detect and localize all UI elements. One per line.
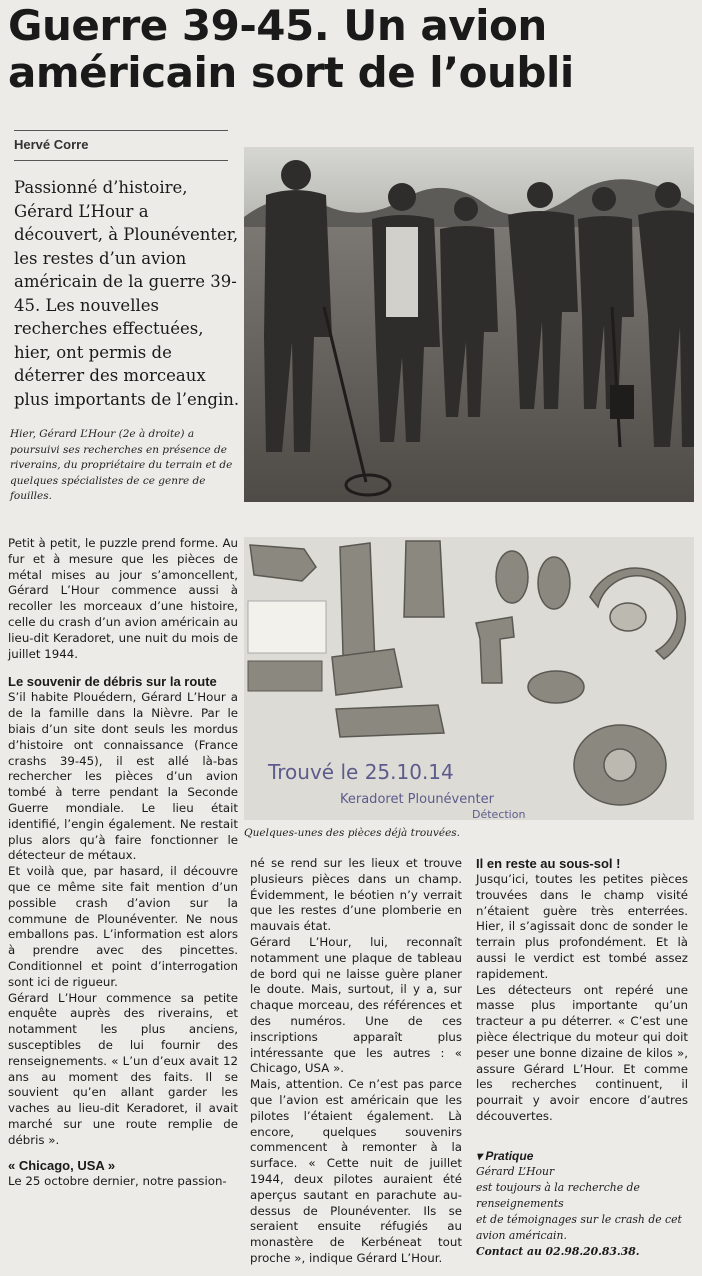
pratique-contact: Contact au 02.98.20.83.38. <box>476 1245 640 1258</box>
headline-line-2: américain sort de l’oubli <box>8 48 574 97</box>
parts-photo-image <box>244 537 694 820</box>
col1-subhead-2: « Chicago, USA » <box>8 1158 116 1174</box>
pratique-box <box>476 1148 688 1260</box>
group-photo <box>244 147 694 502</box>
handwritten-detection: Détection <box>472 808 526 820</box>
parts-photo <box>244 537 694 820</box>
pratique-line-1: Gérard L’Hour <box>476 1165 555 1178</box>
parts-photo-caption: Quelques-unes des pièces déjà trouvées. <box>244 827 461 839</box>
article-intro: Passionné d’histoire, Gérard L’Hour a découvert, à Plounéventer, les restes d’un avion américain de la guerre 39-45. Les nouvelles recherches effectuées, hier, ont permis de déterrer des morceaux plus importants de l’engin. <box>14 178 240 409</box>
handwritten-place: Keradoret Plounéventer <box>340 792 494 807</box>
pratique-line-3: et de témoignages sur le crash de cet avion américain. <box>476 1213 682 1242</box>
pratique-title: ▾ Pratique <box>476 1149 534 1163</box>
pratique-line-2: est toujours à la recherche de renseignements <box>476 1181 640 1210</box>
col3-subhead: Il en reste au sous-sol ! <box>476 856 621 871</box>
headline-line-1: Guerre 39-45. Un avion <box>8 1 547 50</box>
col1-paragraph-4: Gérard L’Hour commence sa petite enquête auprès des riverains, et notamment les plus anciens, susceptibles de lui fournir des renseignements. « L’un d’eux avait 12 ans au moment des faits. Il se souvient qu’en allant garder les vaches au lieu-dit Keradoret, il avait marché sur une route remplie de débris ». <box>8 990 238 1147</box>
col3-paragraph-2: Les détecteurs ont repéré une masse plus importante qu’un tracteur a pu déterrer. « C’est une pièce électrique du moteur qui doit peser une bonne dizaine de kilos », assure Gérard L’Hour. Et comme les recherches continuent, il pourrait y avoir encore d’autres découvertes. <box>476 982 688 1123</box>
group-photo-image <box>244 147 694 502</box>
article-column-1 <box>8 536 238 1190</box>
photo-caption: Hier, Gérard L’Hour (2e à droite) a poursuivi ses recherches en présence de riverains, du propriétaire du terrain et de quelques spécialistes de ce genre de fouilles. <box>10 428 233 502</box>
col1-subhead-1: Le souvenir de débris sur la route <box>8 674 217 690</box>
col2-paragraph-3: Mais, attention. Ce n’est pas parce que l’avion est américain que les pilotes l’étaient également. Là encore, quelques souvenirs commencent à remonter à la surface. « Cette nuit de juillet 1944, deux pilotes auraient été aperçus sautant en parachute au-dessus de Plounéventer. Ils se seraient ensuite réfugiés au monastère de Kerbéneat tout proche », indique Gérard L’Hour. <box>250 1077 462 1265</box>
col1-paragraph-1: Petit à petit, le puzzle prend forme. Au fur et à mesure que les pièces de métal mises au jour s’amoncellent, Gérard L’Hour commence aussi à recoller les morceaux d’une histoire, celle du crash d’un avion américain au lieu-dit Keradoret, une nuit du mois de juillet 1944. <box>8 536 238 661</box>
author-bottom-rule <box>14 160 228 161</box>
article-column-2 <box>250 856 462 1267</box>
col1-paragraph-2: S’il habite Plouédern, Gérard L’Hour a de la famille dans la Nièvre. Par le biais d’un site dont seuls les mordus d’histoire ont connaissance (France crashs 39-45), il est allé là-bas rechercher les pièces d’un avion tombé à terre pendant la Seconde Guerre mondiale. Le lieu était identifié, l’engin également. Ne restait plus alors qu’à faire fonctionner le détecteur de métaux. <box>8 690 238 863</box>
article-headline <box>8 2 698 96</box>
author-top-rule <box>14 130 228 131</box>
col2-paragraph-1: né se rend sur les lieux et trouve plusieurs pièces dans un champ. Évidemment, le béotien n’y verrait que les restes d’une plomberie en mauvais état. <box>250 856 462 934</box>
col3-paragraph-1: Jusqu’ici, toutes les petites pièces trouvées dans le champ visité n’étaient guère très enterrées. Hier, il s’agissait donc de sonder le terrain plus profondément. Et là aussi le verdict est tombé assez rapidement. <box>476 872 688 981</box>
col1-paragraph-5: Le 25 octobre dernier, notre passion- <box>8 1174 227 1189</box>
author-byline: Hervé Corre <box>14 137 89 152</box>
col1-paragraph-3: Et voilà que, par hasard, il découvre que ce même site fait mention d’un possible crash d’avion sur la commune de Plounéventer. Ne nous emballons pas. L’information est alors à prendre avec des pincettes. Conditionnel et point d’interrogation sont ici de rigueur. <box>8 864 238 989</box>
article-column-3 <box>476 856 688 1125</box>
col2-paragraph-2: Gérard L’Hour, lui, reconnaît notamment une plaque de tableau de bord qui ne laisse guère planer le doute. Mais, surtout, il y a, sur chaque morceau, des références et des numéros. Une de ces inscriptions apparaît plus intéressante que les autres : « Chicago, USA ». <box>250 934 462 1076</box>
handwritten-date: Trouvé le 25.10.14 <box>268 760 454 784</box>
